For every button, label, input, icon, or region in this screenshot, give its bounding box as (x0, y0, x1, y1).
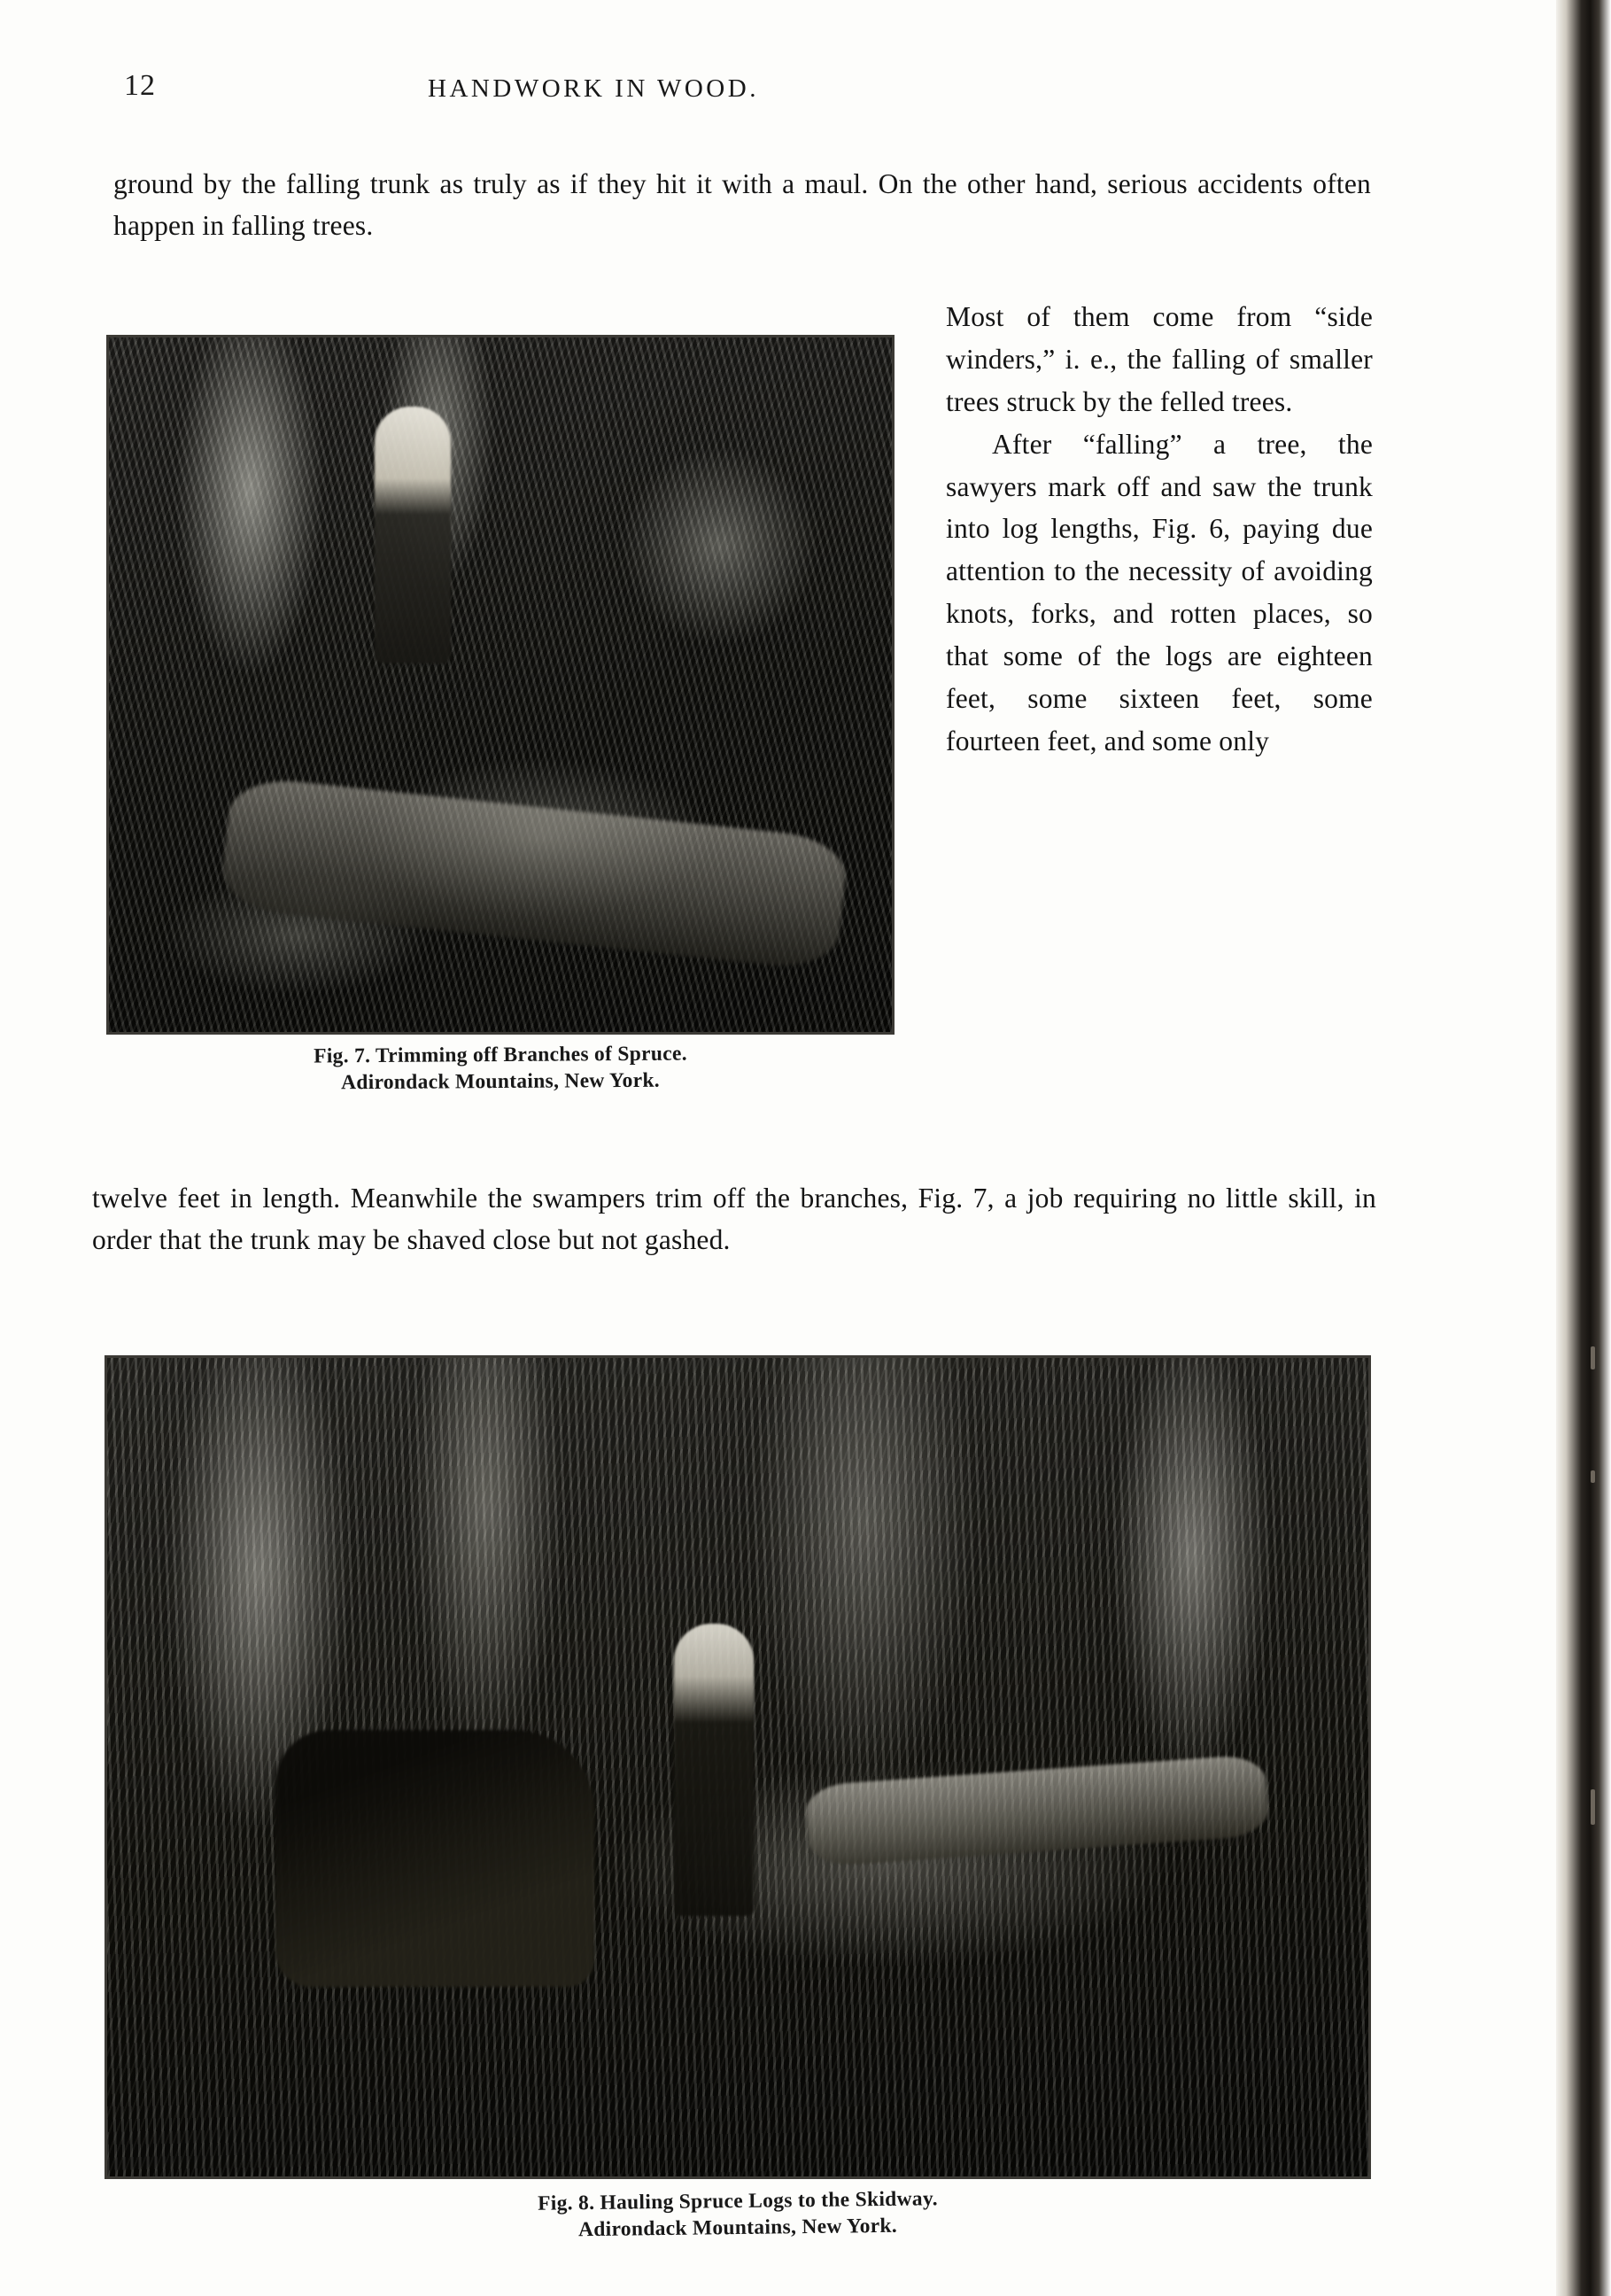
scan-artifact (1591, 1346, 1595, 1369)
figure-7-photograph (106, 335, 895, 1035)
paragraph-after-figure-7: twelve feet in length. Meanwhile the swampers trim off the branches, Fig. 7, a job requiring no little skill, in order that the trunk may be shaved close but not gashed. (92, 1183, 1376, 1255)
scan-artifact (1591, 1470, 1595, 1483)
figure-7-caption (106, 1035, 895, 1095)
figure-7-caption-line-2: Adirondack Mountains, New York. (340, 1068, 661, 1095)
logger-silhouette (375, 407, 451, 663)
page-number: 12 (124, 69, 156, 102)
scan-gutter-shadow (1556, 0, 1611, 2296)
scan-artifact (1591, 1789, 1595, 1825)
teamster-silhouette (674, 1624, 754, 1916)
figure-8-caption (105, 2179, 1371, 2241)
running-head: HANDWORK IN WOOD. (428, 74, 759, 103)
figure-8-caption-line-1: Fig. 8. Hauling Spruce Logs to the Skidway. (538, 2187, 938, 2215)
horse-silhouette (275, 1730, 594, 1987)
figure-7-caption-line-1: Fig. 7. Trimming off Branches of Spruce. (314, 1042, 687, 1068)
lead-paragraph: ground by the falling trunk as truly as if they hit it with a maul. On the other hand, serious accidents often happen in falling trees. (113, 168, 1371, 241)
figure-7 (106, 335, 895, 1095)
side-paragraph-1: Most of them come from “side winders,” i. e., the falling of smaller trees struck by the felled trees. (946, 301, 1373, 417)
side-paragraph-2: After “falling” a tree, the sawyers mark off and saw the trunk into log lengths, Fig. 6, paying due attention to the necessity of avoiding knots, forks, and rotten places, so that some of the logs are eighteen feet, some sixteen feet, some fourteen feet, and some only (946, 428, 1373, 756)
figure-8-caption-line-2: Adirondack Mountains, New York. (577, 2214, 898, 2242)
page-header (106, 69, 1373, 108)
side-column (946, 296, 1373, 763)
figure-8 (105, 1355, 1371, 2241)
figure-8-photograph (105, 1355, 1371, 2179)
